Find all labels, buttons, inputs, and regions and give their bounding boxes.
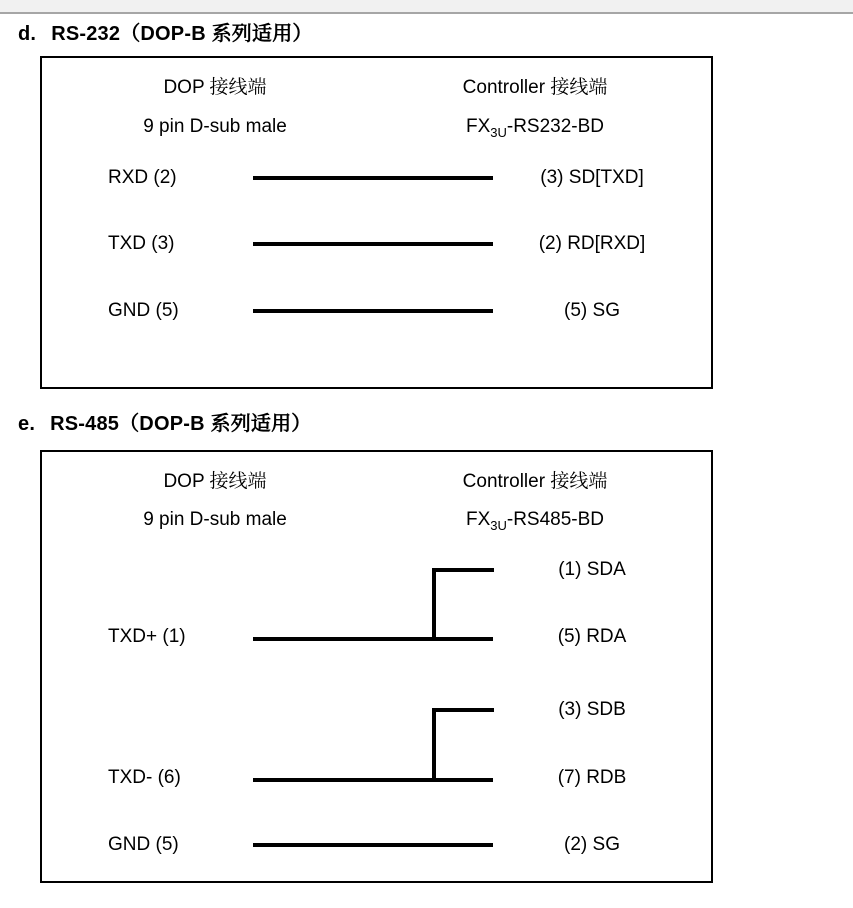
pin-label-left: GND (5) <box>108 834 179 855</box>
pin-label-left: TXD- (6) <box>108 767 181 788</box>
section-title: RS-485（DOP-B 系列适用） <box>50 413 312 435</box>
wire-line <box>253 176 493 180</box>
section-title: RS-232（DOP-B 系列适用） <box>51 23 313 45</box>
wire-line <box>253 637 493 641</box>
dop-connector-type: 9 pin D-sub male <box>143 509 287 530</box>
wire-branch-top <box>432 708 494 712</box>
wire-branch-vertical <box>432 568 436 641</box>
controller-terminal-header: Controller 接线端 <box>462 471 608 492</box>
section-letter: d. <box>18 23 37 45</box>
pin-label-left: GND (5) <box>108 300 179 321</box>
wire-branch-top <box>432 568 494 572</box>
wire-line <box>253 309 493 313</box>
wire-line <box>253 778 493 782</box>
rs485-wiring-diagram <box>40 450 713 883</box>
rs232-wiring-diagram <box>40 56 713 389</box>
pin-label-right: (2) RD[RXD] <box>538 233 646 254</box>
wire-branch-vertical <box>432 708 436 781</box>
pin-label-right: (3) SD[TXD] <box>540 167 644 188</box>
pin-label-right: (2) SG <box>564 834 620 855</box>
wire-line <box>253 242 493 246</box>
wire-line <box>253 843 493 847</box>
dop-terminal-header: DOP 接线端 <box>163 77 267 98</box>
controller-model: $FX_{3U}-RS485-BD$ <box>465 509 605 533</box>
pin-label-right: (3) SDB <box>558 699 626 720</box>
pin-label-left: RXD (2) <box>108 167 177 188</box>
pin-label-right: (1) SDA <box>558 559 626 580</box>
section-heading-rs232 <box>18 17 313 46</box>
dop-terminal-header: DOP 接线端 <box>163 471 267 492</box>
pin-label-right: (5) SG <box>564 300 620 321</box>
pin-label-left: TXD (3) <box>108 233 175 254</box>
controller-terminal-header: Controller 接线端 <box>462 77 608 98</box>
page-boundary-strip <box>0 0 853 14</box>
controller-model: $FX_{3U}-RS232-BD$ <box>465 116 605 140</box>
pin-label-right: (7) RDB <box>557 767 627 788</box>
section-letter: e. <box>18 413 36 435</box>
dop-connector-type: 9 pin D-sub male <box>143 116 287 137</box>
pin-label-left: TXD+ (1) <box>108 626 186 647</box>
section-heading-rs485 <box>18 407 312 436</box>
pin-label-right: (5) RDA <box>557 626 627 647</box>
